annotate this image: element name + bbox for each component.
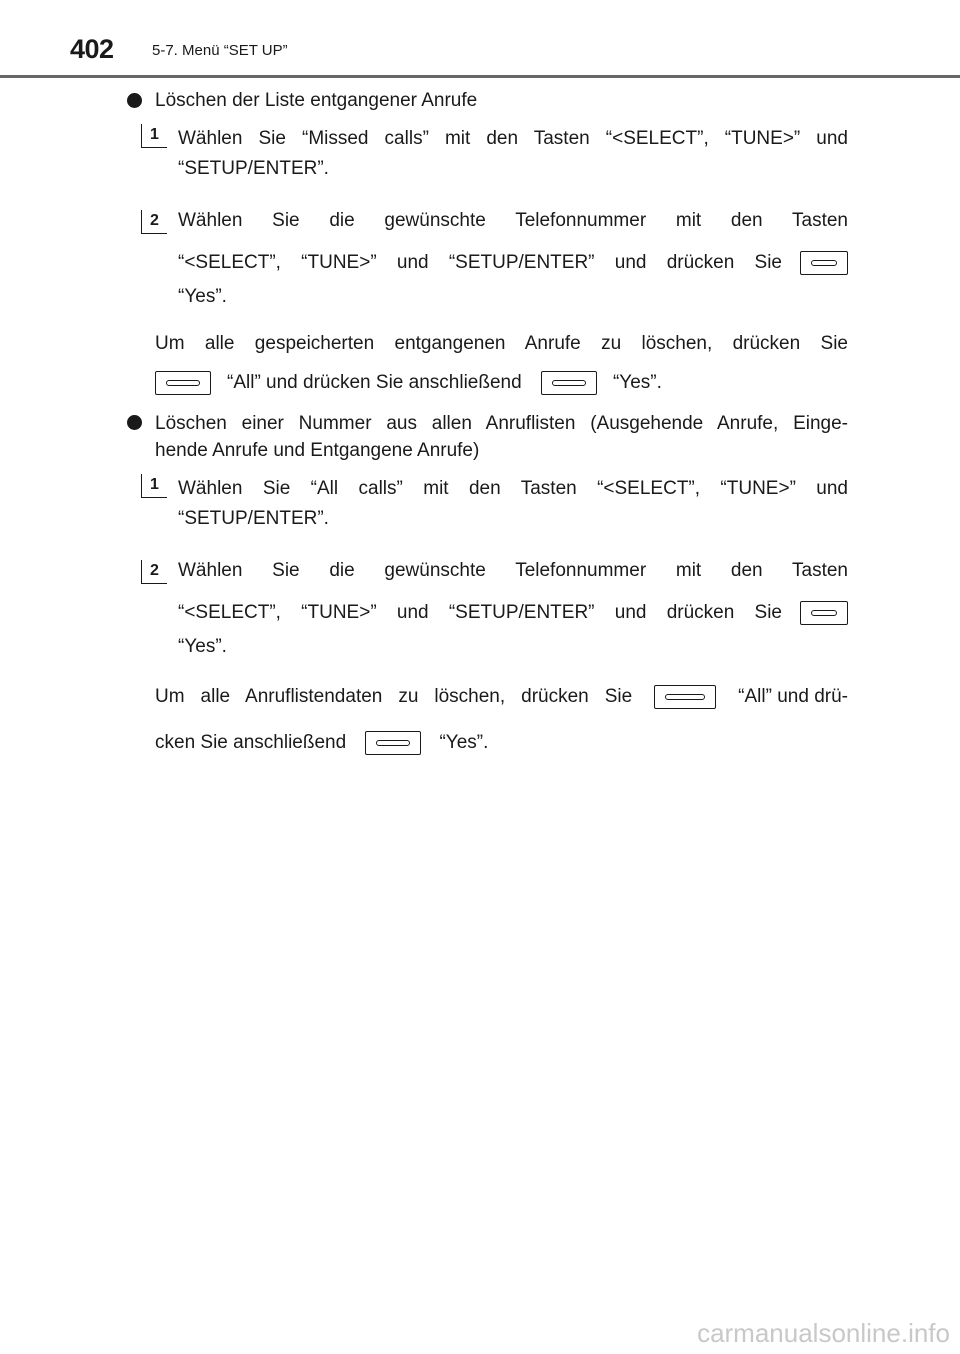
yes-softkey-button[interactable] <box>541 371 597 395</box>
step-1-all <box>0 474 960 534</box>
step-text-line: Wählen Sie “Missed calls” mit den Tasten “<SELECT”, “TUNE>” und <box>178 128 848 149</box>
bullet-text: Löschen der Liste entgangener Anrufe <box>155 90 478 111</box>
step-text: “<SELECT”, “TUNE>” und “SETUP/ENTER” und drücken Sie <box>178 252 782 273</box>
step-text-line: Wählen Sie “All calls” mit den Tasten “<SELECT”, “TUNE>” und <box>178 478 848 499</box>
yes-softkey-button[interactable] <box>800 251 848 275</box>
note-text: “All” und drü- <box>738 686 848 707</box>
step-text-line: Wählen Sie die gewünschte Telefonnummer mit den Tasten <box>178 210 848 231</box>
step-1-missed <box>0 124 960 184</box>
step-number-badge: 2 <box>141 560 167 584</box>
all-softkey-button[interactable] <box>155 371 211 395</box>
step-number-badge: 1 <box>141 474 167 498</box>
bullet-all-lists <box>0 410 960 464</box>
bullet-dot-icon <box>127 93 142 108</box>
note-delete-all-lists <box>0 674 960 766</box>
header-rule <box>0 75 960 78</box>
note-text: “Yes”. <box>439 732 489 753</box>
page-number: 402 <box>70 34 114 64</box>
note-text-line <box>155 720 848 766</box>
step-2-missed <box>0 200 960 310</box>
note-text-line <box>155 366 848 400</box>
bullet-missed-calls <box>0 88 960 114</box>
note-text: Um alle Anruflistendaten zu löschen, drücken Sie <box>155 686 633 707</box>
note-text: “Yes”. <box>612 372 662 393</box>
section-title: 5-7. Menü “SET UP” <box>152 42 288 59</box>
note-text: cken Sie anschließend <box>155 732 347 753</box>
step-text-line: “SETUP/ENTER”. <box>178 508 329 529</box>
bullet-text: hende Anrufe und Entgangene Anrufe) <box>155 440 480 461</box>
step-text: “<SELECT”, “TUNE>” und “SETUP/ENTER” und drücken Sie <box>178 602 782 623</box>
bullet-text: Löschen einer Nummer aus allen Anruflisten (Ausgehende Anrufe, Einge- <box>155 413 848 434</box>
step-text-line: “Yes”. <box>178 286 227 307</box>
step-number-badge: 1 <box>141 124 167 148</box>
bullet-dot-icon <box>127 415 142 430</box>
page-content <box>0 88 960 766</box>
all-softkey-button[interactable] <box>654 685 716 709</box>
step-text-line: Wählen Sie die gewünschte Telefonnummer mit den Tasten <box>178 560 848 581</box>
note-text-line <box>155 674 848 720</box>
note-text-line: Um alle gespeicherten entgangenen Anrufe zu löschen, drücken Sie <box>155 333 848 354</box>
step-number-badge: 2 <box>141 210 167 234</box>
watermark: carmanualsonline.info <box>697 1318 950 1348</box>
note-delete-all-missed <box>0 322 960 400</box>
yes-softkey-button[interactable] <box>800 601 848 625</box>
step-text-line <box>178 242 848 284</box>
note-text: “All” und drücken Sie anschließend <box>227 372 522 393</box>
step-text-line: “Yes”. <box>178 636 227 657</box>
step-text-line: “SETUP/ENTER”. <box>178 158 329 179</box>
step-2-all <box>0 550 960 660</box>
yes-softkey-button[interactable] <box>365 731 421 755</box>
step-text-line <box>178 592 848 634</box>
